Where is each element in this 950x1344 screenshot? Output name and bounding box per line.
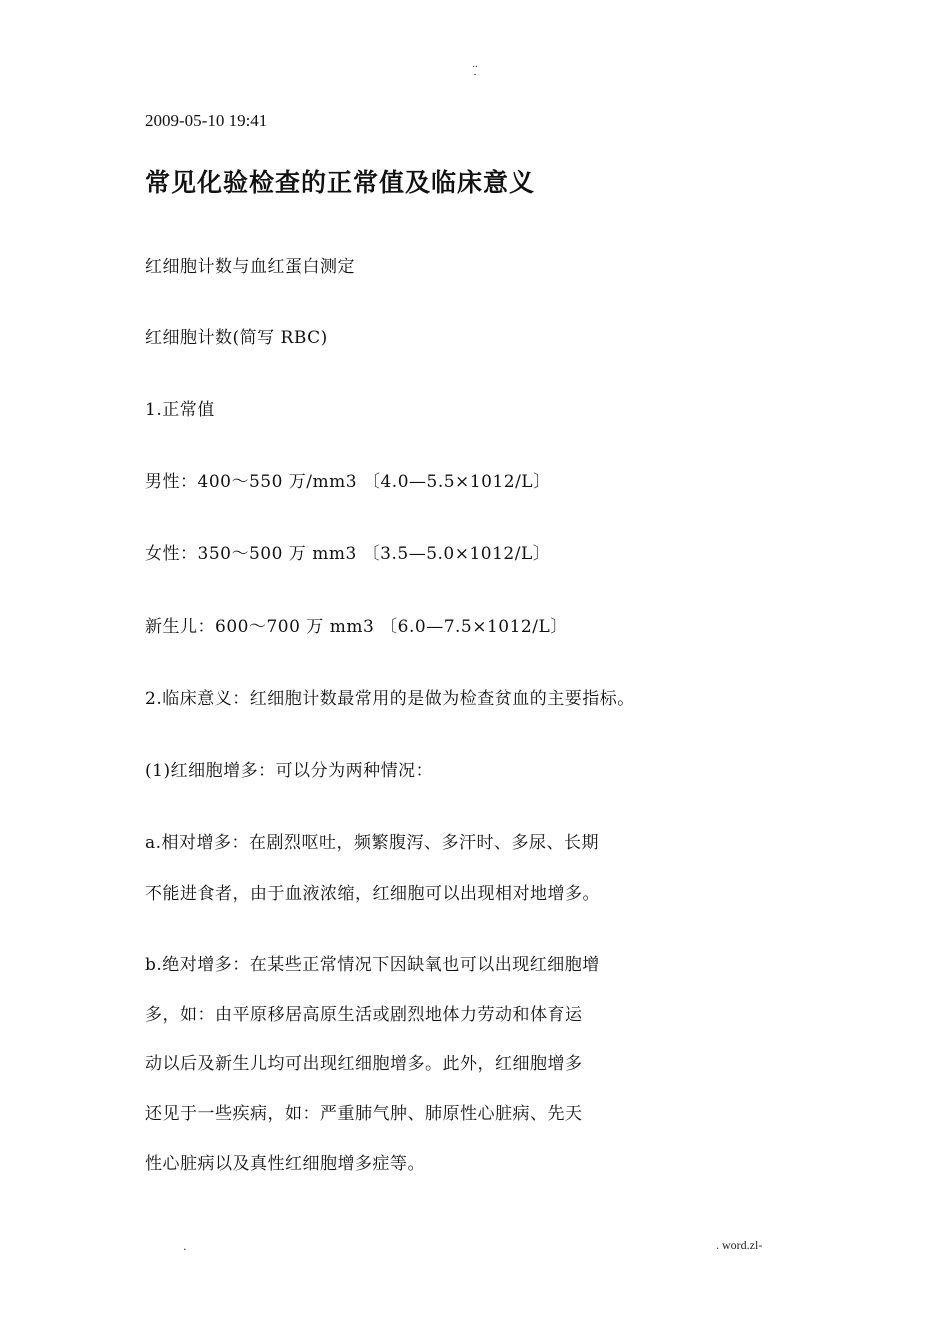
footer-left-mark: . <box>183 1240 187 1253</box>
absolute-increase-line-1: b.绝对增多：在某些正常情况下因缺氧也可以出现红细胞增 <box>145 955 600 975</box>
footer-source: . word.zl- <box>716 1238 763 1252</box>
rbc-increase-heading: (1)红细胞增多：可以分为两种情况： <box>145 761 434 781</box>
normal-value-male: 男性：400～550 万/mm3 〔4.0—5.5×1012/L〕 <box>145 472 551 492</box>
absolute-increase-line-4: 还见于一些疾病，如：严重肺气肿、肺原性心脏病、先天 <box>145 1104 583 1124</box>
absolute-increase-line-5: 性心脏病以及真性红细胞增多症等。 <box>145 1154 425 1174</box>
subheading-rbc-count: 红细胞计数(简写 RBC) <box>145 328 328 348</box>
relative-increase-line-1: a.相对增多：在剧烈呕吐，频繁腹泻、多汗时、多尿、长期 <box>145 833 600 853</box>
clinical-significance-heading: 2.临床意义：红细胞计数最常用的是做为检查贫血的主要指标。 <box>145 689 635 709</box>
relative-increase-line-2: 不能进食者，由于血液浓缩，红细胞可以出现相对地增多。 <box>145 884 600 904</box>
absolute-increase-line-3: 动以后及新生儿均可出现红细胞增多。此外，红细胞增多 <box>145 1054 583 1074</box>
absolute-increase-line-2: 多，如：由平原移居高原生活或剧烈地体力劳动和体育运 <box>145 1005 583 1025</box>
header-mark-bottom: - <box>473 70 477 80</box>
normal-value-female: 女性：350～500 万 mm3 〔3.5—5.0×1012/L〕 <box>145 544 551 564</box>
section-heading-rbc-hgb: 红细胞计数与血红蛋白测定 <box>145 257 355 277</box>
header-mark-top: .. <box>472 60 478 70</box>
normal-values-heading: 1.正常值 <box>145 400 215 420</box>
document-date: 2009-05-10 19:41 <box>145 111 268 130</box>
normal-value-newborn: 新生儿：600～700 万 mm3 〔6.0—7.5×1012/L〕 <box>145 617 568 637</box>
document-title: 常见化验检查的正常值及临床意义 <box>145 168 536 197</box>
